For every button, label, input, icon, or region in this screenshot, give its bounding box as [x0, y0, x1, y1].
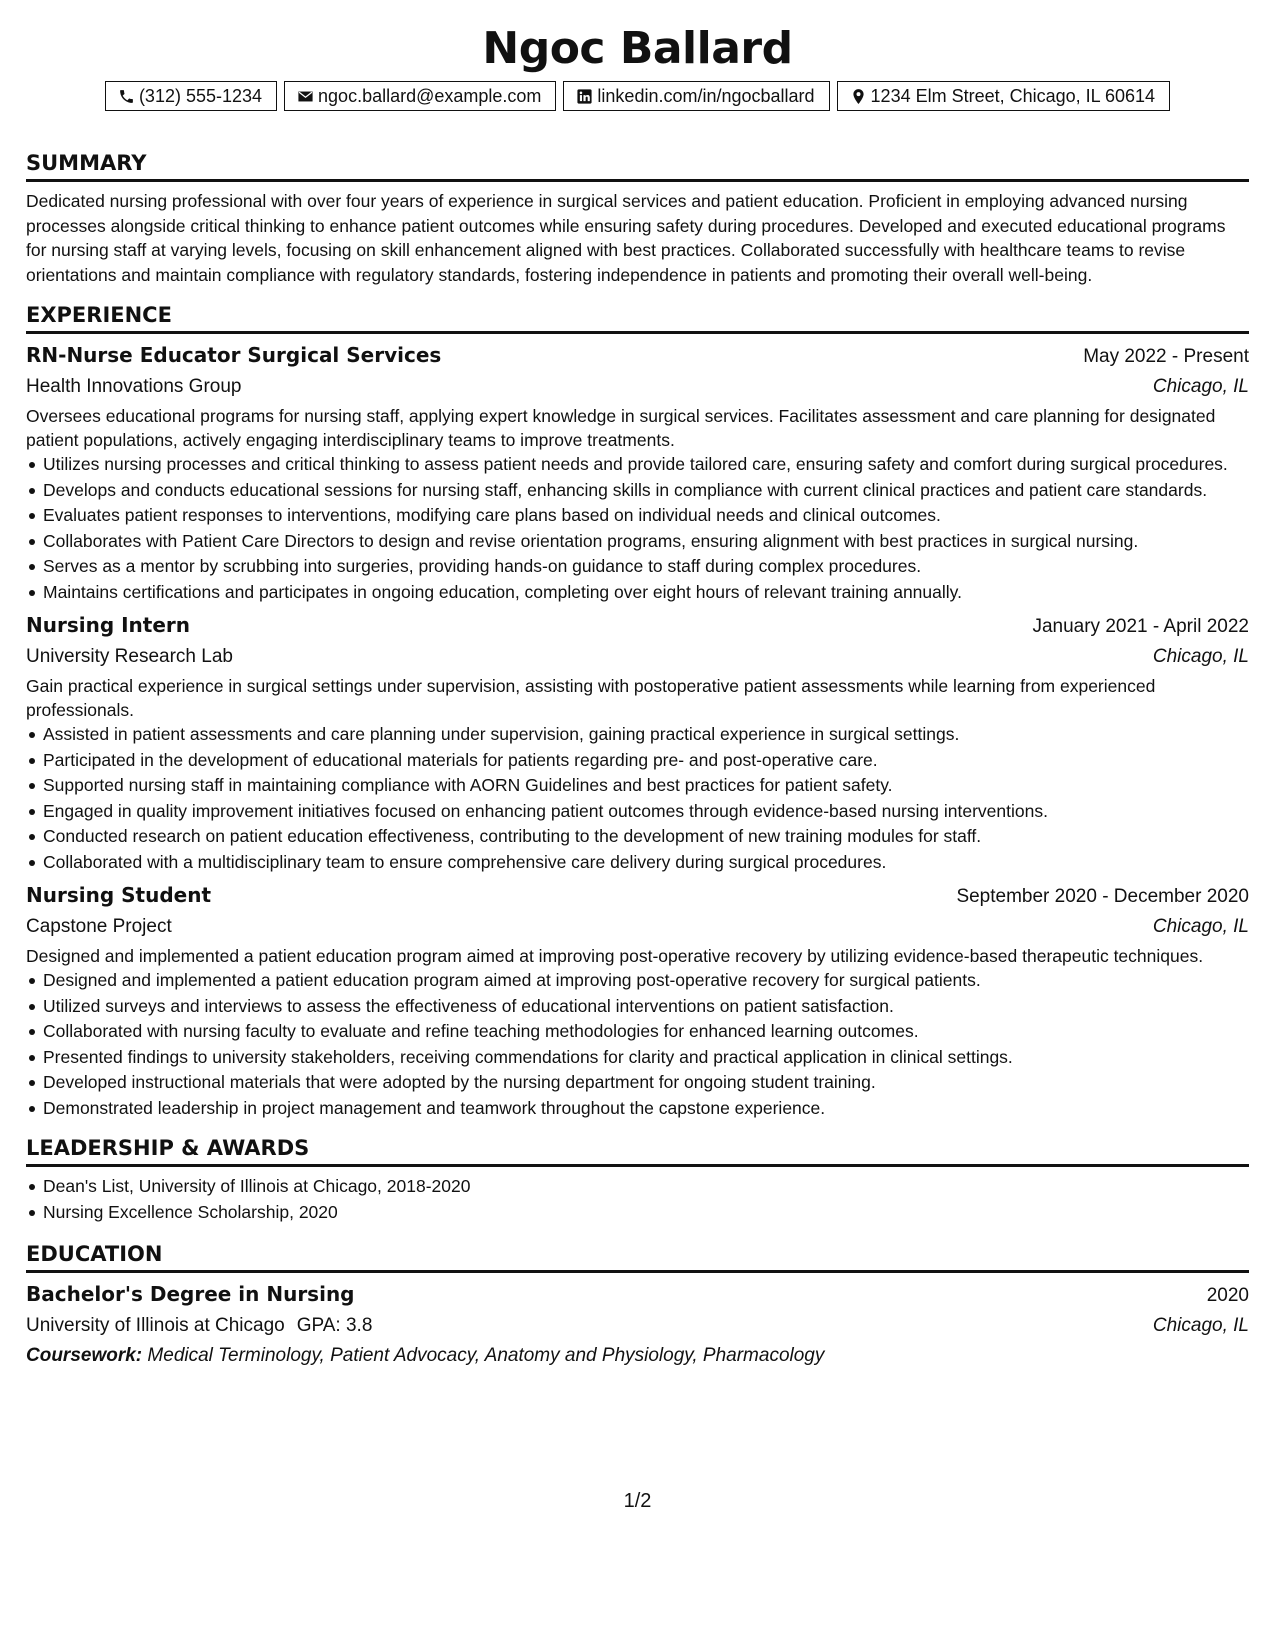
job-location: Chicago, IL [1152, 376, 1249, 397]
list-item: Developed instructional materials that were adopted by the nursing department for ongoing student training. [26, 1071, 1249, 1095]
linkedin-text: linkedin.com/in/ngocballard [597, 85, 815, 106]
contact-phone[interactable] [105, 81, 277, 111]
address-text: 1234 Elm Street, Chicago, IL 60614 [870, 85, 1156, 106]
page-number: 1/2 [623, 1490, 652, 1512]
map-pin-icon [850, 88, 867, 105]
contact-address[interactable] [837, 81, 1171, 111]
job-title: RN-Nurse Educator Surgical Services [26, 343, 442, 367]
job-bullets [26, 723, 1249, 874]
job-entry [26, 610, 1249, 874]
list-item: Maintains certifications and participates in ongoing education, completing over eight hours of relevant training annually. [26, 581, 1249, 605]
job-description: Gain practical experience in surgical settings under supervision, assisting with postoperative patient assessments while learning from experienced professionals. [26, 676, 1156, 720]
job-organization: University Research Lab [26, 646, 233, 667]
list-item: Demonstrated leadership in project management and teamwork throughout the capstone experience. [26, 1097, 1249, 1121]
list-item: Collaborates with Patient Care Directors to design and revise orientation programs, ensuring alignment with best practices in surgical nursing. [26, 530, 1249, 554]
job-dates: January 2021 - April 2022 [1032, 616, 1249, 637]
section-title: LEADERSHIP & AWARDS [26, 1134, 1249, 1167]
job-entry [26, 340, 1249, 604]
coursework-label: Coursework: [26, 1345, 143, 1366]
job-title: Nursing Student [26, 883, 211, 907]
list-item: Designed and implemented a patient education program aimed at improving post-operative recovery for surgical patients. [26, 969, 1249, 993]
contact-bar [26, 81, 1249, 111]
job-title: Nursing Intern [26, 613, 191, 637]
contact-linkedin[interactable] [563, 81, 829, 111]
job-bullets [26, 969, 1249, 1120]
email-text: ngoc.ballard@example.com [318, 85, 542, 106]
list-item: Engaged in quality improvement initiatives focused on enhancing patient outcomes through evidence-based nursing interventions. [26, 800, 1249, 824]
list-item: Collaborated with nursing faculty to evaluate and refine teaching methodologies for enhanced learning outcomes. [26, 1020, 1249, 1044]
job-dates: May 2022 - Present [1083, 346, 1249, 367]
job-location: Chicago, IL [1152, 916, 1249, 937]
graduation-year: 2020 [1206, 1285, 1249, 1306]
education-entry [26, 1279, 1249, 1371]
list-item: Utilizes nursing processes and critical thinking to assess patient needs and provide tailored care, ensuring safety and comfort during surgical procedures. [26, 453, 1249, 477]
section-title: EXPERIENCE [26, 301, 1249, 334]
coursework [26, 1341, 1249, 1371]
summary-section [26, 149, 1249, 287]
job-entry [26, 880, 1249, 1120]
summary-text: Dedicated nursing professional with over four years of experience in surgical services and patient education. Proficient in employing advanced nursing processes alongside critical thinking to enhance patient outcomes while ensuring safety during procedures. Developed and executed educational programs for nursing staff at varying levels, focusing on skill enhancement aligned with best practices. Collaborated successfully with healthcare teams to revise orientations and maintain compliance with regulatory standards, fostering independence in patients and promoting their overall well-being. [26, 191, 1226, 285]
leadership-section [26, 1134, 1249, 1224]
experience-section [26, 301, 1249, 1120]
list-item: Dean's List, University of Illinois at Chicago, 2018-2020 [26, 1175, 1249, 1199]
list-item: Utilized surveys and interviews to assess the effectiveness of educational interventions on patient satisfaction. [26, 995, 1249, 1019]
list-item: Evaluates patient responses to interventions, modifying care plans based on individual needs and clinical outcomes. [26, 504, 1249, 528]
school-location: Chicago, IL [1152, 1315, 1249, 1336]
phone-icon [118, 88, 135, 105]
award-list [26, 1175, 1249, 1224]
job-bullets [26, 453, 1249, 604]
education-section [26, 1240, 1249, 1371]
linkedin-icon [576, 88, 593, 105]
list-item: Collaborated with a multidisciplinary team to ensure comprehensive care delivery during surgical procedures. [26, 851, 1249, 875]
job-organization: Health Innovations Group [26, 376, 242, 397]
list-item: Nursing Excellence Scholarship, 2020 [26, 1201, 1249, 1225]
job-dates: September 2020 - December 2020 [956, 886, 1249, 907]
list-item: Develops and conducts educational sessions for nursing staff, enhancing skills in compliance with current clinical practices and patient care standards. [26, 479, 1249, 503]
job-location: Chicago, IL [1152, 646, 1249, 667]
coursework-list: Medical Terminology, Patient Advocacy, Anatomy and Physiology, Pharmacology [147, 1345, 825, 1366]
degree-title: Bachelor's Degree in Nursing [26, 1282, 355, 1306]
section-title: SUMMARY [26, 149, 1249, 182]
list-item: Serves as a mentor by scrubbing into surgeries, providing hands-on guidance to staff during complex procedures. [26, 555, 1249, 579]
job-description: Oversees educational programs for nursing staff, applying expert knowledge in surgical services. Facilitates assessment and care planning for designated patient populations, actively engaging interdisciplinary teams to improve treatments. [26, 406, 1216, 450]
list-item: Participated in the development of educational materials for patients regarding pre- and post-operative care. [26, 749, 1249, 773]
list-item: Supported nursing staff in maintaining compliance with AORN Guidelines and best practices for patient safety. [26, 774, 1249, 798]
list-item: Presented findings to university stakeholders, receiving commendations for clarity and practical application in clinical settings. [26, 1046, 1249, 1070]
school-name: University of Illinois at Chicago [26, 1315, 285, 1336]
list-item: Conducted research on patient education effectiveness, contributing to the development of new training modules for staff. [26, 825, 1249, 849]
job-description: Designed and implemented a patient education program aimed at improving post-operative recovery by utilizing evidence-based therapeutic techniques. [26, 946, 1204, 966]
list-item: Assisted in patient assessments and care planning under supervision, gaining practical experience in surgical settings. [26, 723, 1249, 747]
job-organization: Capstone Project [26, 916, 172, 937]
gpa: GPA: 3.8 [296, 1315, 373, 1336]
section-title: EDUCATION [26, 1240, 1249, 1273]
candidate-name: Ngoc Ballard [482, 23, 793, 74]
phone-text: (312) 555-1234 [138, 85, 263, 106]
contact-email[interactable] [284, 81, 556, 111]
envelope-icon [297, 88, 314, 105]
